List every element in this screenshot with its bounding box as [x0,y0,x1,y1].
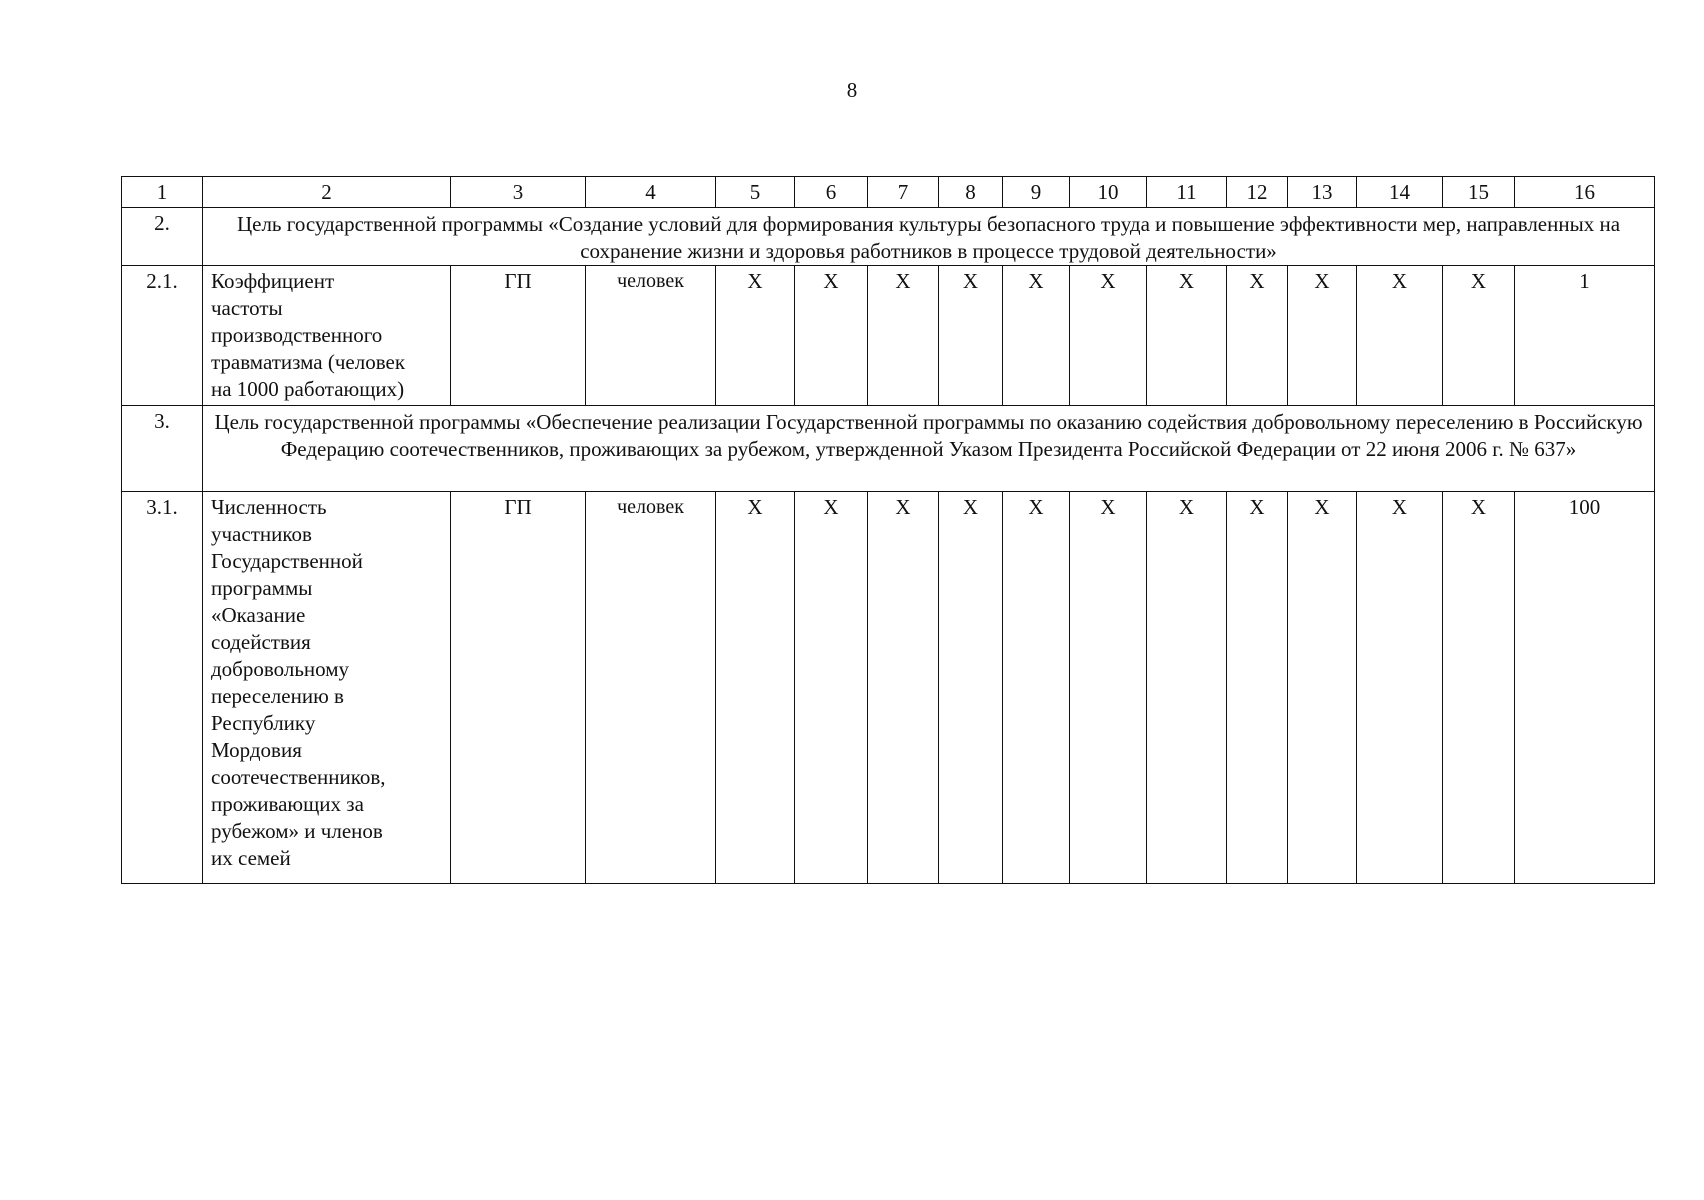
column-number: 3 [451,177,586,208]
goal-text: Цель государственной программы «Создание условий для формирования культуры безопасного труда и повышение эффективности мер, направленных на сохранение жизни и здоровья работников в процессе трудовой деятельности» [203,208,1655,266]
indicator-name [203,266,451,406]
value-mark: Х [939,266,1003,406]
indicator-name-line: травматизма (человек [211,350,406,374]
goal-text: Цель государственной программы «Обеспечение реализации Государственной программы по оказанию содействия добровольному переселению в Российскую Федерацию соотечественников, проживающих за рубежом, утвержденной Указом Президента Российской Федерации от 22 июня 2006 г. № 637» [203,406,1655,492]
value-mark: Х [868,492,939,884]
goal-row [122,208,1655,266]
target-value: 100 [1515,492,1655,884]
goal-row [122,406,1655,492]
indicator-name-line: их семей [211,846,291,870]
indicator-unit: человек [586,266,716,406]
indicator-name [203,492,451,884]
value-mark: Х [1003,492,1070,884]
indicator-name-line: Коэффициент [211,269,335,293]
value-mark: Х [1003,266,1070,406]
indicator-name-line: участников [211,522,312,546]
indicator-name-line: «Оказание [211,603,306,627]
indicator-row [122,266,1655,406]
indicator-row [122,492,1655,884]
value-mark: Х [1288,266,1357,406]
column-number: 13 [1288,177,1357,208]
indicators-table [121,176,1655,884]
column-number: 5 [716,177,795,208]
indicator-number: 3.1. [122,492,203,884]
indicator-name-line: соотечественников, [211,765,386,789]
column-number: 2 [203,177,451,208]
value-mark: Х [795,266,868,406]
value-mark: Х [716,492,795,884]
value-mark: Х [1070,492,1147,884]
column-number: 16 [1515,177,1655,208]
indicator-name-line: частоты [211,296,283,320]
column-number: 14 [1357,177,1443,208]
value-mark: Х [1227,266,1288,406]
column-number: 7 [868,177,939,208]
goal-number: 3. [122,406,203,492]
value-mark: Х [868,266,939,406]
indicator-type: ГП [451,492,586,884]
goal-number: 2. [122,208,203,266]
indicator-number: 2.1. [122,266,203,406]
column-numbers-row [122,177,1655,208]
indicator-name-line: добровольному [211,657,350,681]
indicator-name-line: производственного [211,323,383,347]
indicator-name-line: проживающих за [211,792,364,816]
indicator-name-line: программы [211,576,313,600]
indicator-unit: человек [586,492,716,884]
column-number: 10 [1070,177,1147,208]
page-number: 8 [846,78,858,102]
indicator-type: ГП [451,266,586,406]
value-mark: Х [1070,266,1147,406]
value-mark: Х [795,492,868,884]
column-number: 12 [1227,177,1288,208]
column-number: 15 [1443,177,1515,208]
value-mark: Х [716,266,795,406]
indicator-name-line: Численность [211,495,327,519]
value-mark: Х [1443,492,1515,884]
value-mark: Х [1147,492,1227,884]
column-number: 1 [122,177,203,208]
value-mark: Х [1357,266,1443,406]
column-number: 9 [1003,177,1070,208]
indicator-name-line: рубежом» и членов [211,819,383,843]
column-number: 6 [795,177,868,208]
target-value: 1 [1515,266,1655,406]
indicator-name-line: Государственной [211,549,363,573]
indicator-name-line: содействия [211,630,311,654]
value-mark: Х [1227,492,1288,884]
indicator-name-line: на 1000 работающих) [211,377,405,401]
indicator-name-line: переселению в [211,684,344,708]
indicator-name-line: Мордовия [211,738,302,762]
indicator-name-line: Республику [211,711,316,735]
column-number: 8 [939,177,1003,208]
value-mark: Х [939,492,1003,884]
column-number: 11 [1147,177,1227,208]
column-number: 4 [586,177,716,208]
value-mark: Х [1357,492,1443,884]
value-mark: Х [1147,266,1227,406]
value-mark: Х [1288,492,1357,884]
value-mark: Х [1443,266,1515,406]
